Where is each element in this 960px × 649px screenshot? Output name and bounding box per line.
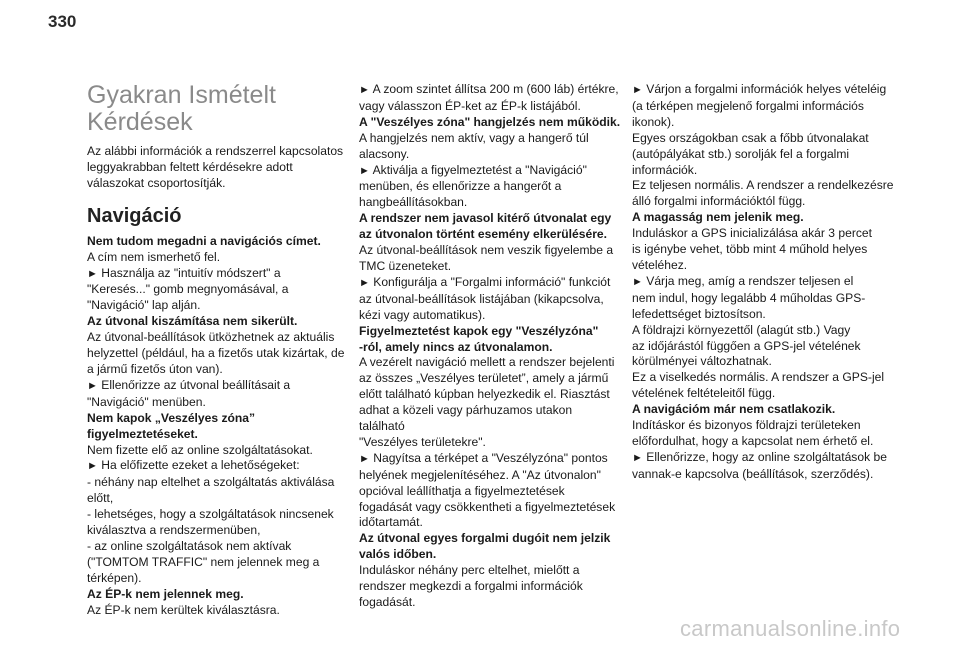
line-text: vannak-e kapcsolva (beállítások, szerződés).: [632, 466, 874, 481]
line-text: álló forgalmi információktól függ.: [632, 194, 806, 209]
arrow-bullet-icon: ►: [632, 275, 643, 288]
column-3: [632, 82, 894, 483]
line-text: -ról, amely nincs az útvonalamon.: [359, 339, 553, 354]
question-heading-line: [632, 402, 894, 418]
instruction-line: [632, 450, 894, 467]
line-text: körülményei változhatnak.: [632, 354, 772, 369]
text-line: [87, 475, 349, 491]
text-line: [359, 435, 621, 451]
page-title: [87, 82, 349, 136]
text-line: [87, 250, 349, 266]
text-line: [632, 226, 894, 242]
text-line: [632, 99, 894, 115]
text-line: [632, 163, 894, 179]
line-text: Egyes országokban csak a főbb útvonalakat: [632, 130, 869, 145]
line-text: - néhány nap eltelhet a szolgáltatás aktiválása: [87, 475, 335, 490]
question-heading-line: [359, 211, 621, 227]
text-line: [632, 115, 894, 131]
line-text: kiválasztva a rendszermenüben,: [87, 523, 261, 538]
text-line: [359, 484, 621, 500]
line-text: adhat a közeli vagy párhuzamos utakon található: [359, 403, 573, 434]
line-text: Várja meg, amíg a rendszer teljesen el: [642, 273, 854, 288]
text-line: [87, 603, 349, 619]
question-heading-line: [87, 427, 349, 443]
text-line: [359, 563, 621, 579]
line-text: Indításkor és bizonyos földrajzi területeken: [632, 418, 861, 433]
question-heading-line: [632, 210, 894, 226]
line-text: alacsony.: [359, 146, 410, 161]
text-line: [87, 507, 349, 523]
line-text: (a térképen megjelenő forgalmi információs: [632, 98, 864, 113]
watermark-text: carmanualsonline.info: [680, 616, 901, 641]
line-text: Az útvonal-beállítások nem veszik figyelembe a: [359, 243, 614, 258]
line-text: A cím nem ismerhető fel.: [87, 249, 221, 264]
text-line: [87, 362, 349, 378]
column-1-body: [87, 234, 349, 619]
section-title: Navigáció: [87, 204, 182, 227]
page-number: 330: [48, 12, 77, 31]
line-text: Nem tudom megadni a navigációs címet.: [87, 233, 321, 248]
text-line: [359, 579, 621, 595]
arrow-bullet-icon: ►: [359, 452, 370, 465]
text-line: [87, 346, 349, 362]
line-text: vételéhez.: [632, 257, 688, 272]
line-text: lefedettséget biztosítson.: [632, 306, 766, 321]
line-text: "Veszélyes területekre".: [359, 434, 486, 449]
line-text: menüben, és ellenőrizze a hangerőt a: [359, 179, 562, 194]
question-heading-line: [359, 324, 621, 340]
instruction-line: [632, 82, 894, 99]
text-line: [359, 500, 621, 516]
line-text: Ez teljesen normális. A rendszer a rendelkezésre: [632, 178, 894, 193]
line-text: "Keresés..." gomb megnyomásával, a: [87, 282, 289, 297]
line-text: információk.: [632, 162, 698, 177]
line-text: TMC üzeneteket.: [359, 258, 452, 273]
line-text: (autópályákat stb.) sorolják fel a forgalmi: [632, 146, 850, 161]
text-line: [87, 443, 349, 459]
text-line: [359, 515, 621, 531]
text-line: [632, 178, 894, 194]
arrow-bullet-icon: ►: [632, 451, 643, 464]
question-heading-line: [359, 531, 621, 547]
line-text: opcióval leállíthatja a figyelmeztetések: [359, 483, 565, 498]
line-text: fogadását.: [359, 595, 416, 609]
question-heading-line: [359, 340, 621, 356]
line-text: előtt található kúpban helyezkedik el. Riasztást: [359, 387, 610, 402]
line-text: Az ÉP-k nem kerültek kiválasztásra.: [87, 602, 280, 617]
line-text: Nagyítsa a térképet a "Veszélyzóna" pontos: [369, 450, 608, 465]
text-line: [87, 523, 349, 539]
text-line: [359, 595, 621, 611]
text-line: [359, 308, 621, 324]
line-text: A zoom szintet állítsa 200 m (600 láb) értékre,: [369, 82, 619, 96]
text-line: [359, 99, 621, 115]
text-line: [632, 354, 894, 370]
arrow-bullet-icon: ►: [359, 276, 370, 289]
line-text: "Navigáció" lap alján.: [87, 298, 201, 313]
line-text: az összes „Veszélyes területet”, amely a jármű: [359, 371, 609, 386]
question-heading-line: [359, 227, 621, 243]
line-text: "Navigáció" menüben.: [87, 394, 206, 409]
text-line: [359, 259, 621, 275]
intro-line: válaszokat csoportosítják.: [87, 175, 226, 190]
line-text: Ez a viselkedés normális. A rendszer a GPS-jel: [632, 370, 885, 385]
line-text: Induláskor néhány perc eltelhet, mielőtt a: [359, 563, 580, 578]
line-text: előtt,: [87, 491, 114, 506]
line-text: Az útvonal kiszámítása nem sikerült.: [87, 314, 298, 329]
line-text: Ellenőrizze, hogy az online szolgáltatások be: [642, 449, 887, 464]
text-line: [87, 555, 349, 571]
line-text: A navigációm már nem csatlakozik.: [632, 402, 836, 417]
instruction-line: [359, 82, 621, 99]
line-text: A magasság nem jelenik meg.: [632, 210, 804, 225]
instruction-line: [359, 451, 621, 468]
line-text: Nem kapok „Veszélyes zóna”: [87, 410, 256, 425]
page-title-line-1: Gyakran Ismételt: [87, 81, 276, 109]
text-line: [359, 243, 621, 259]
text-line: [632, 386, 894, 402]
text-line: [87, 298, 349, 314]
text-line: [87, 539, 349, 555]
text-line: [632, 131, 894, 147]
intro-line: Az alábbi információk a rendszerrel kapcsolatos: [87, 144, 344, 158]
text-line: [359, 355, 621, 371]
line-text: Ha előfizette ezeket a lehetőségeket:: [97, 458, 300, 473]
instruction-line: [359, 163, 621, 180]
text-line: [632, 307, 894, 323]
instruction-line: [87, 378, 349, 395]
column-1: [87, 82, 349, 618]
line-text: ("TOMTOM TRAFFIC" nem jelennek meg a: [87, 554, 320, 569]
text-line: [359, 292, 621, 308]
line-text: A rendszer nem javasol kitérő útvonalat egy: [359, 211, 612, 226]
line-text: Várjon a forgalmi információk helyes vételéig: [642, 82, 887, 96]
text-line: [87, 395, 349, 411]
line-text: a jármű fizetős úton van).: [87, 361, 223, 376]
column-2: [359, 82, 621, 611]
line-text: helyének megjelenítéséhez. A "Az útvonalon": [359, 467, 601, 482]
arrow-bullet-icon: ►: [87, 379, 98, 392]
line-text: Aktiválja a figyelmeztetést a "Navigáció": [369, 162, 587, 177]
text-line: [87, 330, 349, 346]
line-text: Az útvonal-beállítások ütközhetnek az aktuális: [87, 330, 335, 345]
line-text: valós időben.: [359, 547, 437, 562]
instruction-line: [359, 275, 621, 292]
line-text: az időjárástól függően a GPS-jel vételének: [632, 338, 861, 353]
question-heading-line: [359, 547, 621, 563]
text-line: [632, 258, 894, 274]
line-text: figyelmeztetéseket.: [87, 426, 198, 441]
line-text: Induláskor a GPS inicializálása akár 3 percet: [632, 226, 872, 241]
line-text: Ellenőrizze az útvonal beállításait a: [97, 377, 291, 392]
arrow-bullet-icon: ►: [632, 84, 643, 96]
instruction-line: [87, 458, 349, 475]
intro-paragraph: [87, 144, 349, 192]
text-line: [632, 291, 894, 307]
line-text: Konfigurálja a "Forgalmi információ" funkciót: [369, 274, 611, 289]
text-line: [359, 195, 621, 211]
question-heading-line: [87, 411, 349, 427]
text-line: [359, 387, 621, 403]
text-line: [632, 242, 894, 258]
question-heading-line: [87, 314, 349, 330]
text-line: [87, 282, 349, 298]
text-line: [359, 179, 621, 195]
line-text: A hangjelzés nem aktív, vagy a hangerő túl: [359, 130, 589, 145]
text-line: [359, 371, 621, 387]
line-text: előfordulhat, hogy a kapcsolat nem érhető el.: [632, 433, 874, 448]
arrow-bullet-icon: ►: [87, 267, 98, 280]
instruction-line: [87, 266, 349, 283]
line-text: helyzettel (például, ha a fizetős utak kizártak, de: [87, 346, 345, 361]
arrow-bullet-icon: ►: [359, 84, 370, 96]
arrow-bullet-icon: ►: [87, 460, 98, 473]
text-line: [87, 491, 349, 507]
line-text: Használja az "intuitív módszert" a: [97, 265, 281, 280]
line-text: ikonok).: [632, 114, 675, 129]
question-heading-line: [87, 587, 349, 603]
line-text: térképen).: [87, 570, 142, 585]
line-text: fogadását vagy csökkentheti a figyelmeztetések: [359, 499, 616, 514]
column-3-body: [632, 82, 894, 483]
line-text: hangbeállításokban.: [359, 195, 468, 210]
text-line: [632, 147, 894, 163]
line-text: A földrajzi környezettől (alagút stb.) Vagy: [632, 322, 851, 337]
line-text: vételének feltételeitől függ.: [632, 386, 776, 401]
line-text: rendszer megkezdi a forgalmi információk: [359, 579, 583, 594]
instruction-line: [632, 274, 894, 291]
line-text: Az útvonal egyes forgalmi dugóit nem jelzik: [359, 531, 611, 546]
line-text: Nem fizette elő az online szolgáltatásokat.: [87, 442, 313, 457]
text-line: [359, 147, 621, 163]
text-line: [632, 467, 894, 483]
line-text: Az ÉP-k nem jelennek meg.: [87, 586, 244, 601]
text-line: [632, 339, 894, 355]
line-text: A "Veszélyes zóna" hangjelzés nem működik.: [359, 114, 621, 129]
question-heading-line: [87, 234, 349, 250]
line-text: - az online szolgáltatások nem aktívak: [87, 538, 292, 553]
line-text: az útvonal-beállítások listájában (kikapcsolva,: [359, 291, 604, 306]
line-text: vagy válasszon ÉP-ket az ÉP-k listájából.: [359, 98, 581, 113]
text-line: [359, 403, 621, 435]
line-text: az útvonalon történt esemény elkerülésére.: [359, 227, 608, 242]
question-heading-line: [359, 115, 621, 131]
arrow-bullet-icon: ►: [359, 164, 370, 177]
line-text: A vezérelt navigáció mellett a rendszer bejelenti: [359, 355, 615, 370]
text-line: [632, 434, 894, 450]
line-text: is igénybe vehet, több mint 4 műhold helyes: [632, 242, 868, 257]
text-line: [632, 323, 894, 339]
line-text: nem indul, hogy legalább 4 műholdas GPS-: [632, 290, 866, 305]
line-text: - lehetséges, hogy a szolgáltatások nincsenek: [87, 507, 334, 522]
text-line: [632, 370, 894, 386]
text-line: [359, 131, 621, 147]
page-title-line-2: Kérdések: [87, 108, 193, 136]
text-line: [632, 194, 894, 210]
line-text: időtartamát.: [359, 515, 423, 530]
text-line: [87, 571, 349, 587]
text-line: [632, 418, 894, 434]
line-text: Figyelmeztetést kapok egy "Veszélyzóna": [359, 323, 599, 338]
column-2-body: [359, 82, 621, 611]
text-line: [359, 468, 621, 484]
line-text: kézi vagy automatikus).: [359, 307, 486, 322]
intro-line: leggyakrabban feltett kérdésekre adott: [87, 159, 293, 174]
